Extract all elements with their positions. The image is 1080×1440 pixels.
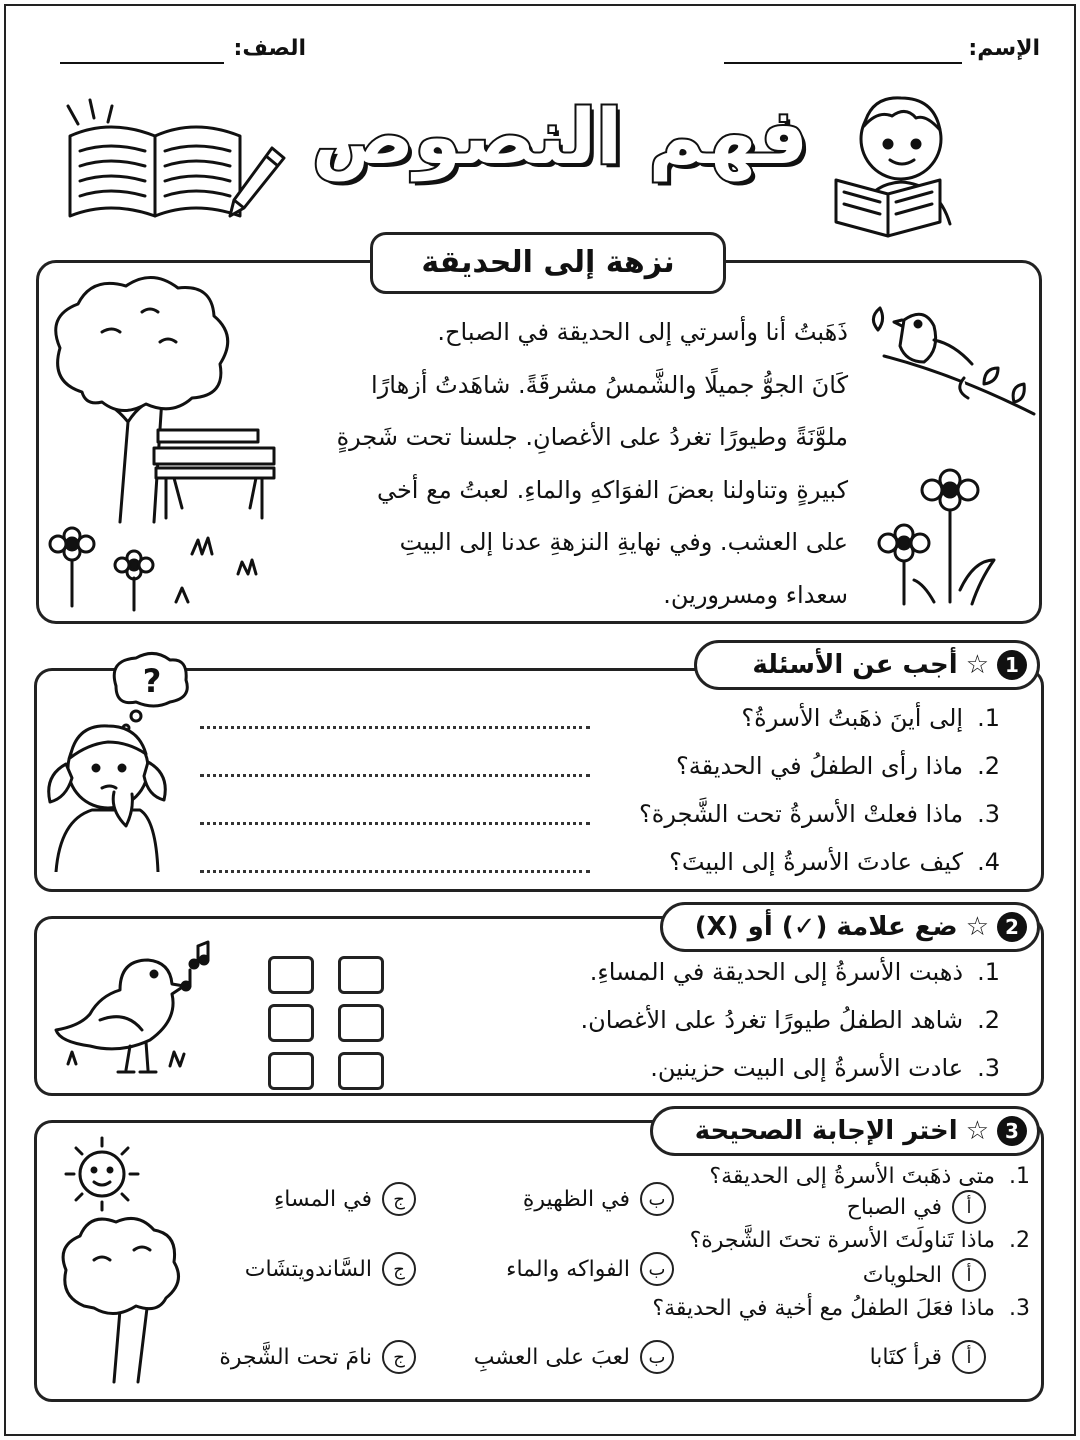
bird-on-branch-illustration bbox=[864, 290, 1042, 612]
class-field[interactable] bbox=[60, 62, 224, 64]
false-box-3[interactable] bbox=[268, 1052, 314, 1090]
mc-option-1a[interactable]: أ في الصباح bbox=[847, 1190, 986, 1224]
thinking-girl-illustration bbox=[36, 650, 196, 872]
singing-bird-illustration bbox=[50, 930, 230, 1080]
boy-reading-illustration bbox=[826, 84, 976, 244]
name-field[interactable] bbox=[724, 62, 962, 64]
mc-option-3a[interactable]: أ قرأ كتَابا bbox=[870, 1340, 986, 1374]
mc-option-3b[interactable]: ب لعبَ على العشبِ bbox=[474, 1340, 674, 1374]
mc-question-1: 1.متى ذهَبتَ الأسرةُ إلى الحديقة؟ bbox=[709, 1164, 1030, 1189]
story-line: ذَهَبتُ أنا وأسرتي إلى الحديقة في الصباح. bbox=[437, 318, 848, 346]
star-icon: ☆ bbox=[965, 1116, 989, 1146]
statement-2: 2.شاهد الطفلُ طيورًا تغردُ على الأغصان. bbox=[580, 1006, 1000, 1034]
mc-option-2b[interactable]: ب الفواكه والماء bbox=[506, 1252, 674, 1286]
story-line: كَانَ الجوُّ جميلًا والشَّمسُ مشرقَةً. شاهَدتُ أزهارًا bbox=[371, 370, 848, 399]
section-1-header bbox=[694, 640, 1040, 690]
question-1: 1.إلى أينَ ذهَبتُ الأسرةُ؟ bbox=[741, 704, 1000, 732]
park-tree-illustration bbox=[42, 272, 300, 618]
section-title: اختر الإجابة الصحيحة bbox=[694, 1116, 958, 1146]
star-icon: ☆ bbox=[965, 912, 989, 942]
answer-line-1[interactable] bbox=[200, 726, 590, 729]
answer-line-3[interactable] bbox=[200, 822, 590, 825]
mc-option-1c[interactable]: ج في المساءِ bbox=[274, 1182, 416, 1216]
story-line: ملوَّنَةً وطيورًا تغردُ على الأغصانِ. جلسنا تحت شَجرةٍ bbox=[336, 423, 848, 451]
answer-line-2[interactable] bbox=[200, 774, 590, 777]
false-box-2[interactable] bbox=[268, 1004, 314, 1042]
page-title: فهم النصوص bbox=[311, 92, 809, 181]
answer-line-4[interactable] bbox=[200, 870, 590, 873]
section-3-header bbox=[650, 1106, 1040, 1156]
question-3: 3.ماذا فعلتْ الأسرةُ تحت الشَّجرة؟ bbox=[639, 800, 1000, 828]
false-box-1[interactable] bbox=[268, 956, 314, 994]
story-line: على العشب. وفي نهايةِ النزهةِ عدنا إلى البيتِ bbox=[399, 528, 848, 556]
class-label: الصف: bbox=[233, 36, 306, 61]
story-text bbox=[300, 306, 848, 621]
true-box-2[interactable] bbox=[338, 1004, 384, 1042]
question-mark-bubble: ? bbox=[142, 662, 162, 700]
question-4: 4.كيف عادتَ الأسرةُ إلى البيتَ؟ bbox=[669, 848, 1000, 876]
question-2: 2.ماذا رأى الطفلُ في الحديقة؟ bbox=[676, 752, 1000, 780]
story-line: سعداء ومسرورين. bbox=[663, 580, 848, 609]
name-label: الإسم: bbox=[968, 36, 1040, 61]
section-number-badge: 3 bbox=[997, 1116, 1027, 1146]
mc-question-2: 2.ماذا تَناولَتَ الأسرة تحتَ الشَّجرة؟ bbox=[689, 1228, 1030, 1253]
true-box-3[interactable] bbox=[338, 1052, 384, 1090]
section-title: أجب عن الأسئلة bbox=[752, 650, 958, 680]
sun-and-tree-illustration bbox=[54, 1130, 194, 1392]
pencil-icon bbox=[222, 142, 292, 222]
mc-option-2a[interactable]: أ الحلوياتَ bbox=[863, 1258, 986, 1292]
mc-option-1b[interactable]: ب في الظهيرةِ bbox=[523, 1182, 674, 1216]
statement-3: 3.عادت الأسرةُ إلى البيت حزينين. bbox=[650, 1054, 1000, 1082]
mc-option-2c[interactable]: ج السَّاندويتشَات bbox=[245, 1252, 416, 1286]
section-number-badge: 2 bbox=[997, 912, 1027, 942]
section-title: ضع علامة (✓) أو (X) bbox=[694, 912, 958, 942]
story-line: كبيرةٍ وتناولنا بعضَ الفوَاكهِ والماءِ. لعبتُ مع أخي bbox=[376, 475, 848, 504]
section-2-header bbox=[660, 902, 1040, 952]
true-box-1[interactable] bbox=[338, 956, 384, 994]
mc-question-3: 3.ماذا فعَلَ الطفلُ مع أخية في الحديقة؟ bbox=[652, 1296, 1030, 1321]
mc-option-3c[interactable]: ج نامَ تحت الشَّجرة bbox=[219, 1340, 416, 1374]
story-title: نزهة إلى الحديقة bbox=[370, 232, 726, 294]
section-number-badge: 1 bbox=[997, 650, 1027, 680]
statement-1: 1.ذهبت الأسرةُ إلى الحديقة في المساءِ. bbox=[589, 958, 1000, 986]
star-icon: ☆ bbox=[965, 650, 989, 680]
